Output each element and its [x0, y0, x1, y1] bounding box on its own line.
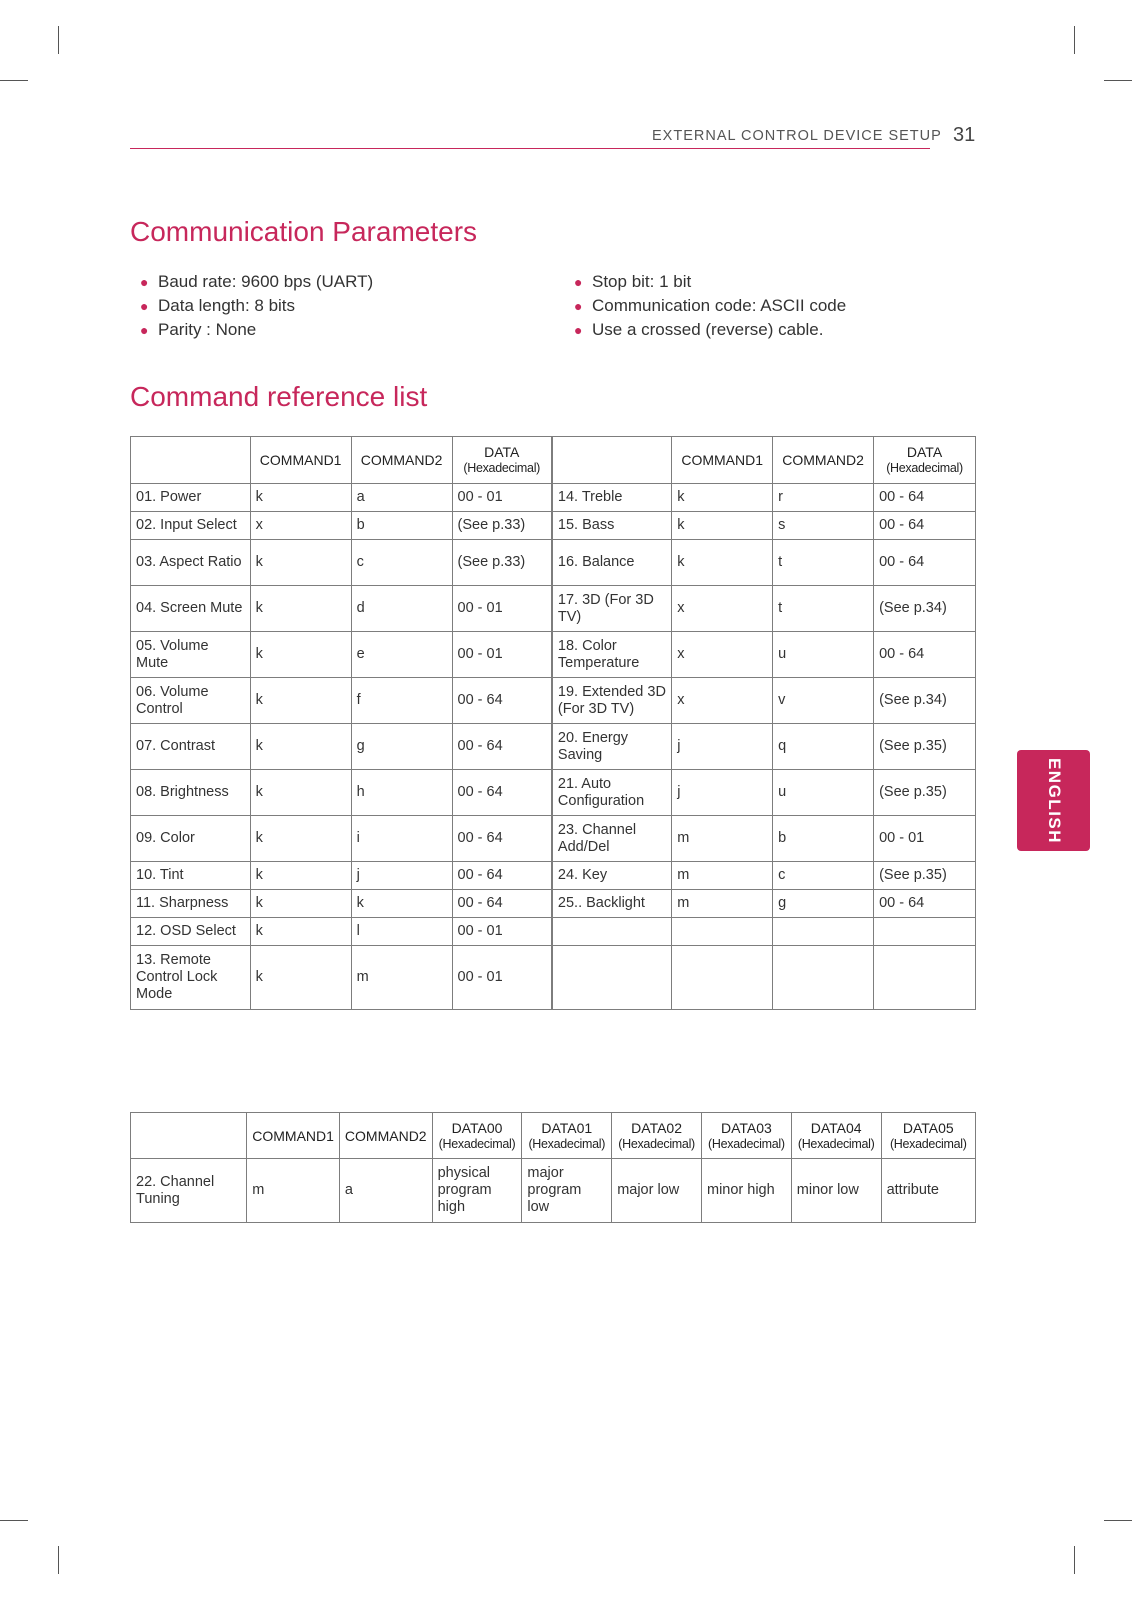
table-cell: 00 - 01 — [452, 918, 552, 946]
table-cell: 18. Color Temperature — [552, 632, 672, 678]
table-cell: 10. Tint — [131, 862, 251, 890]
table-cell: 21. Auto Configuration — [552, 770, 672, 816]
table-cell: 00 - 01 — [452, 484, 552, 512]
table-cell — [773, 946, 874, 1010]
table-cell: 09. Color — [131, 816, 251, 862]
communication-parameters-title: Communication Parameters — [130, 216, 478, 247]
table-cell: m — [351, 946, 452, 1010]
table-cell: k — [672, 540, 773, 586]
crop-mark — [58, 26, 59, 54]
header-data03: DATA03 (Hexadecimal) — [701, 1113, 791, 1159]
table-cell: q — [773, 724, 874, 770]
table-cell: 25.. Backlight — [552, 890, 672, 918]
header-rule — [130, 148, 930, 149]
section-header: EXTERNAL CONTROL DEVICE SETUP — [652, 128, 942, 144]
crop-mark — [58, 1546, 59, 1574]
table-cell: c — [351, 540, 452, 586]
table-cell — [874, 946, 976, 1010]
language-tab-label: ENGLISH — [1044, 757, 1064, 844]
table-cell: k — [250, 678, 351, 724]
header-data04: DATA04 (Hexadecimal) — [791, 1113, 881, 1159]
table-row — [131, 862, 976, 890]
table-cell: j — [672, 724, 773, 770]
table-cell: major low — [612, 1159, 702, 1223]
table-cell: k — [250, 946, 351, 1010]
table-cell: 14. Treble — [552, 484, 672, 512]
parameters-right-list — [574, 270, 846, 342]
list-item: ● Data length: 8 bits — [140, 294, 373, 318]
bullet-icon: ● — [574, 274, 583, 290]
table-row — [131, 586, 976, 632]
table-cell: 01. Power — [131, 484, 251, 512]
header-data05: DATA05 (Hexadecimal) — [881, 1113, 975, 1159]
table-cell: minor low — [791, 1159, 881, 1223]
table-cell: k — [250, 586, 351, 632]
table-cell: b — [773, 816, 874, 862]
table-cell: k — [250, 816, 351, 862]
header-data: DATA (Hexadecimal) — [874, 437, 976, 484]
table-cell: 17. 3D (For 3D TV) — [552, 586, 672, 632]
table-cell: i — [351, 816, 452, 862]
table-cell: 00 - 64 — [874, 484, 976, 512]
table-cell: 00 - 64 — [452, 816, 552, 862]
header-command1: COMMAND1 — [247, 1113, 340, 1159]
table-cell: 12. OSD Select — [131, 918, 251, 946]
table-cell: x — [672, 678, 773, 724]
table-cell: attribute — [881, 1159, 975, 1223]
table-cell: a — [339, 1159, 432, 1223]
table-cell — [773, 918, 874, 946]
table-row — [131, 540, 976, 586]
header-item — [552, 437, 672, 484]
table-cell: 05. Volume Mute — [131, 632, 251, 678]
table-cell — [672, 946, 773, 1010]
table-row — [131, 484, 976, 512]
header-data00: DATA00 (Hexadecimal) — [432, 1113, 522, 1159]
bullet-icon: ● — [140, 298, 149, 314]
table-cell: u — [773, 770, 874, 816]
table-cell: 16. Balance — [552, 540, 672, 586]
table-cell: g — [773, 890, 874, 918]
list-item: ● Parity : None — [140, 318, 373, 342]
table-row — [131, 890, 976, 918]
table-cell: m — [672, 862, 773, 890]
table-cell: v — [773, 678, 874, 724]
table-cell: h — [351, 770, 452, 816]
table-row — [131, 918, 976, 946]
table-cell: t — [773, 540, 874, 586]
table-cell: 00 - 64 — [874, 632, 976, 678]
parameters-left-list — [140, 270, 373, 342]
header-data02: DATA02 (Hexadecimal) — [612, 1113, 702, 1159]
table-cell — [552, 918, 672, 946]
table-cell — [874, 918, 976, 946]
header-data01: DATA01 (Hexadecimal) — [522, 1113, 612, 1159]
table-cell: j — [672, 770, 773, 816]
header-item — [131, 1113, 247, 1159]
table-cell: k — [672, 512, 773, 540]
table-cell: 00 - 64 — [452, 890, 552, 918]
table-cell: k — [250, 632, 351, 678]
table-cell: 00 - 64 — [452, 678, 552, 724]
table-cell: m — [672, 890, 773, 918]
table-cell: k — [351, 890, 452, 918]
header-command2: COMMAND2 — [339, 1113, 432, 1159]
crop-mark — [1074, 1546, 1075, 1574]
header-data: DATA (Hexadecimal) — [452, 437, 552, 484]
table-cell: (See p.34) — [874, 586, 976, 632]
table-cell: 03. Aspect Ratio — [131, 540, 251, 586]
header-command2: COMMAND2 — [773, 437, 874, 484]
table-cell: k — [250, 918, 351, 946]
table-cell: k — [250, 540, 351, 586]
table-cell: a — [351, 484, 452, 512]
table-cell: k — [250, 862, 351, 890]
table-cell: 19. Extended 3D (For 3D TV) — [552, 678, 672, 724]
table-cell: g — [351, 724, 452, 770]
table-cell: 00 - 64 — [452, 770, 552, 816]
table-cell — [672, 918, 773, 946]
table-row — [131, 678, 976, 724]
table-cell: 00 - 64 — [452, 724, 552, 770]
table-cell: (See p.35) — [874, 862, 976, 890]
table-cell: (See p.33) — [452, 540, 552, 586]
table-cell: 13. Remote Control Lock Mode — [131, 946, 251, 1010]
list-item: ● Baud rate: 9600 bps (UART) — [140, 270, 373, 294]
crop-mark — [1074, 26, 1075, 54]
table-cell: s — [773, 512, 874, 540]
bullet-icon: ● — [140, 274, 149, 290]
table-cell: 00 - 01 — [452, 632, 552, 678]
table-cell: 00 - 64 — [874, 890, 976, 918]
table-cell: t — [773, 586, 874, 632]
table-cell: 24. Key — [552, 862, 672, 890]
table-cell: l — [351, 918, 452, 946]
crop-mark — [0, 1520, 28, 1521]
bullet-icon: ● — [140, 322, 149, 338]
table-cell: e — [351, 632, 452, 678]
table-cell: 00 - 01 — [452, 946, 552, 1010]
table-cell: x — [672, 586, 773, 632]
table-cell: k — [250, 770, 351, 816]
table-cell: 02. Input Select — [131, 512, 251, 540]
table-cell: 00 - 01 — [452, 586, 552, 632]
table-row — [131, 816, 976, 862]
crop-mark — [1104, 80, 1132, 81]
table-row — [131, 770, 976, 816]
channel-tuning-table — [130, 1112, 976, 1223]
language-tab — [1017, 750, 1090, 851]
table-cell: 06. Volume Control — [131, 678, 251, 724]
table-cell: m — [247, 1159, 340, 1223]
table-cell: 23. Channel Add/Del — [552, 816, 672, 862]
bullet-icon: ● — [574, 322, 583, 338]
crop-mark — [1104, 1520, 1132, 1521]
table-cell: x — [672, 632, 773, 678]
table-cell: d — [351, 586, 452, 632]
table-cell: j — [351, 862, 452, 890]
command-reference-title: Command reference list — [130, 381, 428, 412]
table-row — [131, 724, 976, 770]
table-cell: k — [250, 890, 351, 918]
table-row — [131, 1159, 976, 1223]
table-header-row — [131, 1113, 976, 1159]
table-header-row — [131, 437, 976, 484]
table-cell: r — [773, 484, 874, 512]
table-cell: (See p.34) — [874, 678, 976, 724]
table-cell: k — [672, 484, 773, 512]
table-cell: 00 - 64 — [874, 512, 976, 540]
header-item — [131, 437, 251, 484]
table-cell: 20. Energy Saving — [552, 724, 672, 770]
header-command1: COMMAND1 — [672, 437, 773, 484]
table-cell: 00 - 01 — [874, 816, 976, 862]
table-cell: 08. Brightness — [131, 770, 251, 816]
table-cell: u — [773, 632, 874, 678]
table-row — [131, 512, 976, 540]
list-item: ● Use a crossed (reverse) cable. — [574, 318, 846, 342]
table-cell: (See p.35) — [874, 770, 976, 816]
table-cell: 11. Sharpness — [131, 890, 251, 918]
table-cell: m — [672, 816, 773, 862]
table-cell: (See p.35) — [874, 724, 976, 770]
crop-mark — [0, 80, 28, 81]
table-cell: physical program high — [432, 1159, 522, 1223]
table-cell: b — [351, 512, 452, 540]
bullet-icon: ● — [574, 298, 583, 314]
table-cell: 22. Channel Tuning — [131, 1159, 247, 1223]
page-number: 31 — [953, 124, 976, 146]
list-item: ● Stop bit: 1 bit — [574, 270, 846, 294]
header-command2: COMMAND2 — [351, 437, 452, 484]
table-row — [131, 946, 976, 1010]
table-cell: x — [250, 512, 351, 540]
command-reference-table — [130, 436, 976, 1010]
list-item: ● Communication code: ASCII code — [574, 294, 846, 318]
table-cell: minor high — [701, 1159, 791, 1223]
table-cell: 15. Bass — [552, 512, 672, 540]
table-cell — [552, 946, 672, 1010]
table-cell: 07. Contrast — [131, 724, 251, 770]
table-cell: k — [250, 724, 351, 770]
table-cell: c — [773, 862, 874, 890]
header-command1: COMMAND1 — [250, 437, 351, 484]
table-cell: major program low — [522, 1159, 612, 1223]
table-cell: 00 - 64 — [874, 540, 976, 586]
table-cell: f — [351, 678, 452, 724]
table-cell: 04. Screen Mute — [131, 586, 251, 632]
table-row — [131, 632, 976, 678]
table-cell: 00 - 64 — [452, 862, 552, 890]
table-cell: (See p.33) — [452, 512, 552, 540]
table-cell: k — [250, 484, 351, 512]
